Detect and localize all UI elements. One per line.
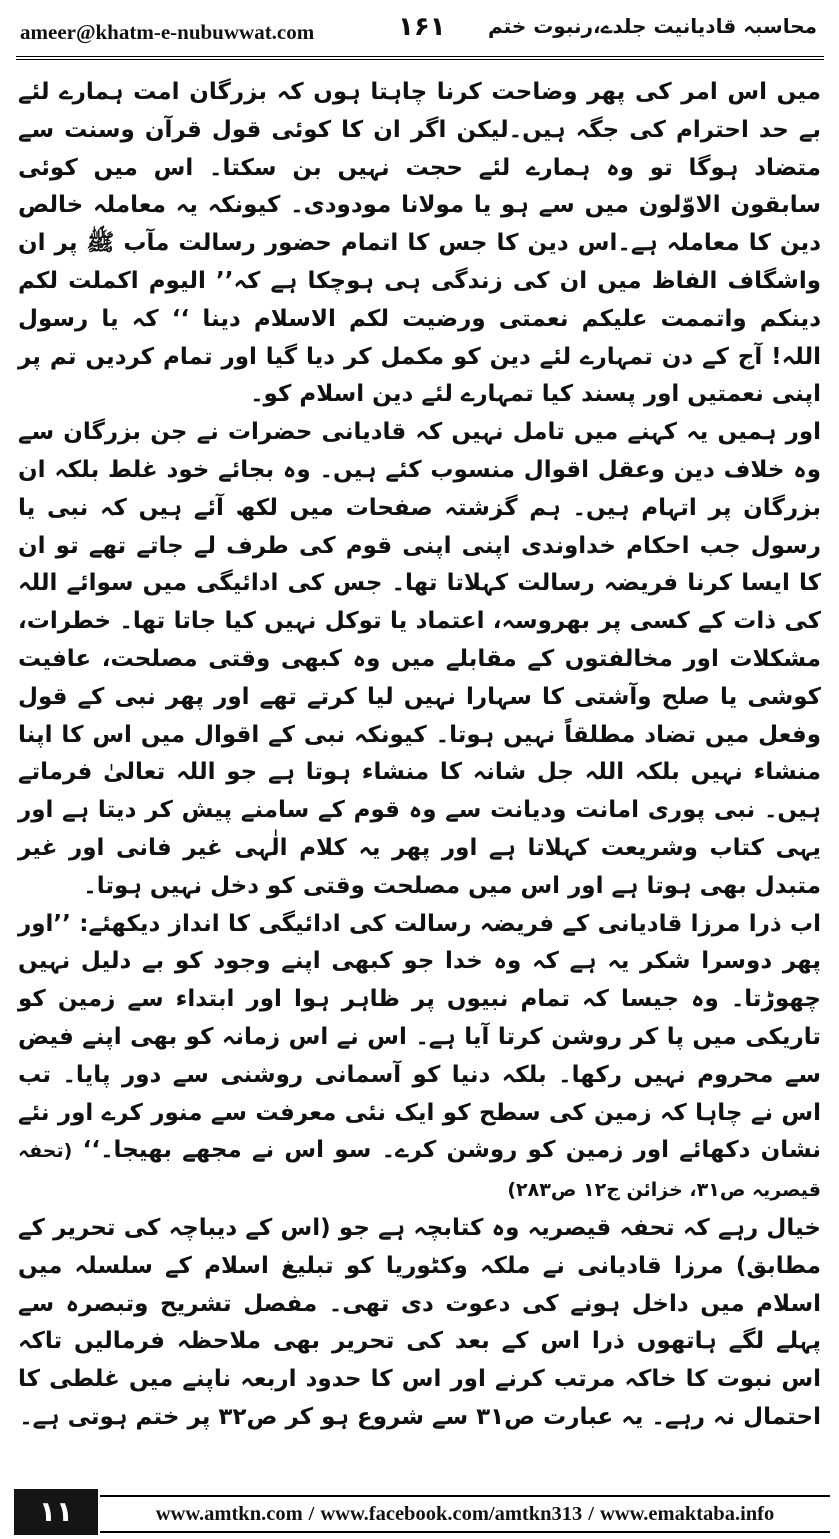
footer-link-facebook[interactable]: www.facebook.com/amtkn313 xyxy=(320,1503,583,1525)
header-rule xyxy=(16,56,824,60)
paragraph-3 xyxy=(18,906,821,1210)
page-header xyxy=(0,0,839,56)
footer-page-number: ۱۱ xyxy=(14,1489,98,1535)
paragraph-1: میں اس امر کی پھر وضاحت کرنا چاہتا ہوں کہ بزرگان امت ہمارے لئے بے حد احترام کی جگہ ہیں۔لیکن اگر ان کا کوئی قول قرآن وسنت سے متضاد ہوگا تو وہ ہمارے لئے حجت نہیں بن سکتا۔ اس میں کوئی سابقون الاوّلون میں سے ہو یا مولانا مودودی۔ کیونکہ یہ معاملہ خالص دین کا معاملہ ہے۔اس دین کا جس کا اتمام حضور رسالت مآب ﷺ پر ان واشگاف الفاظ میں ان کی زندگی ہی ہوچکا ہے کہ’’ الیوم اکملت لکم دینکم واتممت علیکم نعمتی ورضیت لکم الاسلام دینا ‘‘ کہ یا رسول اللہ! آج کے دن تمہارے لئے دین کو مکمل کر دیا گیا اور تمام کردیں تم پر اپنی نعمتیں اور پسند کیا تمہارے لئے دین اسلام کو۔ xyxy=(18,79,821,408)
header-email: ameer@khatm-e-nubuwwat.com xyxy=(20,20,315,44)
footer-separator: / xyxy=(308,1503,315,1525)
quotation: ’’اور پھر دوسرا شکر یہ ہے کہ وہ خدا جو کبھی اپنے وجود کو بے دلیل نہیں چھوڑتا۔ وہ جیسا کہ تمام نبیوں پر ظاہر ہوا اور ابتداء سے زمین کو تاریکی میں پا کر روشن کرتا آیا ہے۔ اس نے اس زمانہ کو بھی اپنے فیض سے محروم نہیں رکھا۔ بلکہ دنیا کو آسمانی روشنی سے دور پایا۔ تب اس نے چاہا کہ زمین کی سطح کو ایک نئی معرفت سے منور کرے اور نئے نشان دکھائے اور زمین کو روشن کرے۔ سو اس نے مجھے بھیجا۔‘‘ xyxy=(18,910,821,1164)
page-body xyxy=(18,74,821,1474)
header-page-number: ۱۶۱ xyxy=(398,12,446,42)
footer-link-amtkn[interactable]: www.amtkn.com xyxy=(155,1503,303,1525)
paragraph-2: اور ہمیں یہ کہنے میں تامل نہیں کہ قادیانی حضرات نے جن بزرگان سے وہ خلاف دین وعقل اقوال منسوب کئے ہیں۔ وہ بجائے خود غلط بلکہ ان بزرگان پر اتہام ہیں۔ ہم گزشتہ صفحات میں لکھ آئے ہیں کہ نبی یا رسول جب احکام خداوندی اپنی اپنی قوم کی طرف لے جاتے تھے تو ان کا ایسا کرنا فریضہ رسالت کہلاتا تھا۔ جس کی ادائیگی میں سوائے اللہ کی ذات کے کسی پر بھروسہ، اعتماد یا توکل نہیں کیا جاتا تھا۔ خطرات، مشکلات اور مخالفتوں کے مقابلے میں وہ کبھی وقتی مصلحت، عافیت کوشی یا صلح وآشتی کا سہارا نہیں لیا کرتے تھے اور پھر نبی کے قول وفعل میں تضاد مطلقاً نہیں ہوتا۔ کیونکہ نبی کے اقوال میں اس کا اپنا منشاء نہیں بلکہ اللہ جل شانہ کا منشاء ہوتا ہے جو اللہ تعالیٰ فرماتے ہیں۔ نبی پوری امانت ودیانت سے وہ قوم کے سامنے پیش کر دیتا ہے اور یہی کتاب وشریعت کہلاتا ہے اور پھر یہ کلام الٰہی غیر فانی اور غیر متبدل بھی ہوتا ہے اور اس میں مصلحت وقتی کو دخل نہیں ہوتا۔ xyxy=(18,419,821,899)
footer-links xyxy=(100,1495,830,1533)
footer-separator: / xyxy=(588,1503,594,1525)
header-book-title: محاسبہ قادیانیت جلدے،رنبوت ختم xyxy=(487,14,817,38)
paragraph-4: خیال رہے کہ تحفہ قیصریہ وہ کتابچہ ہے جو (اس کے دیباچہ کی تحریر کے مطابق) مرزا قادیانی نے ملکہ وکٹوریا کو تبلیغ اسلام کے سلسلہ میں اسلام میں داخل ہونے کی دعوت دی تھی۔ مفصل تشریح وتبصرہ سے پہلے لگے ہاتھوں ذرا اس کے بعد کی تحریر بھی ملاحظہ فرمالیں تاکہ اس نبوت کا خاکہ مرتب کرنے اور اس کا حدود اربعہ ناپنے میں غلطی کا احتمال نہ رہے۔ یہ عبارت ص۳۱ سے شروع ہو کر ص۳۲ پر ختم ہوتی ہے۔ xyxy=(18,1214,821,1430)
footer-link-emaktaba[interactable]: www.emaktaba.info xyxy=(600,1503,775,1525)
paragraph-3-intro: اب ذرا مرزا قادیانی کے فریضہ رسالت کی ادائیگی کا انداز دیکھئے: xyxy=(79,910,821,937)
page-footer xyxy=(0,1485,839,1539)
citation: (تحفہ قیصریہ ص۳۱، خزائن ج۱۲ ص۲۸۳) xyxy=(18,1140,821,1202)
